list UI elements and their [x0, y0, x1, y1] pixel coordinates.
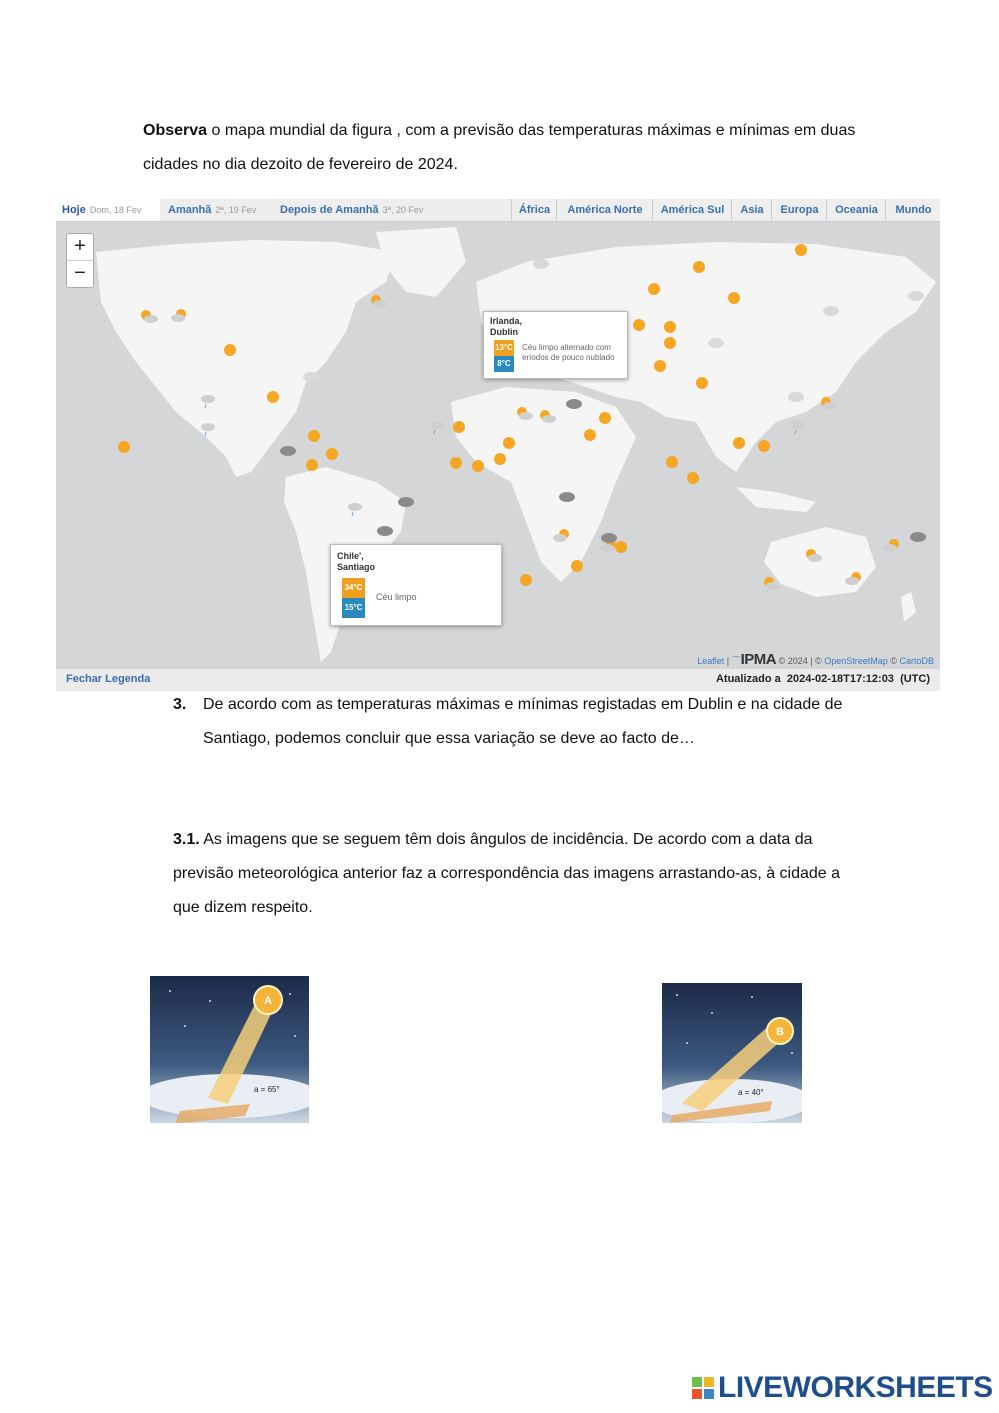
tab-today[interactable]	[56, 199, 160, 221]
tab-tomorrow-label: Amanhã	[168, 204, 212, 216]
draggable-image-a[interactable]	[150, 976, 309, 1123]
cloud-icon	[788, 392, 804, 402]
region-asia[interactable]: Asia	[731, 199, 772, 221]
partly-cloudy-cloud-icon	[823, 402, 837, 410]
sun-icon	[308, 430, 320, 442]
partly-cloudy-cloud-icon	[373, 300, 387, 308]
landmass-greenland	[376, 227, 466, 297]
sun-icon	[571, 560, 583, 572]
popup-dublin[interactable]	[483, 311, 628, 379]
liveworksheets-logo-icon	[692, 1377, 714, 1399]
zoom-control	[66, 233, 94, 288]
partly-cloudy-cloud-icon	[144, 315, 158, 323]
star	[294, 1035, 296, 1037]
storm-icon	[601, 533, 617, 543]
tab-today-label: Hoje	[62, 204, 86, 216]
incidence-diagram-b	[662, 983, 802, 1123]
sun-icon	[224, 344, 236, 356]
popup-santiago-city: Chile', Santiago	[337, 551, 376, 572]
question-3-number: 3.	[173, 696, 187, 713]
sun-icon	[520, 574, 532, 586]
partly-cloudy-cloud-icon	[553, 534, 567, 542]
incidence-diagram-a	[150, 976, 309, 1123]
popup-dublin-desc: Céu limpo alternado com eríodos de pouco nublado	[522, 343, 615, 362]
rain-cloud-icon	[430, 421, 444, 429]
intro-bold: Observa	[143, 122, 208, 139]
close-legend-button[interactable]: Fechar Legenda	[66, 673, 151, 685]
partly-cloudy-cloud-icon	[883, 544, 897, 552]
star	[711, 1012, 713, 1014]
sun-icon	[666, 456, 678, 468]
cloud-icon	[908, 291, 924, 301]
sun-icon	[733, 437, 745, 449]
logo-grid	[692, 1377, 714, 1399]
zoom-out-button[interactable]: −	[67, 260, 93, 287]
sun-icon	[494, 453, 506, 465]
region-europe[interactable]: Europa	[771, 199, 827, 221]
region-north-america[interactable]: América Norte	[556, 199, 653, 221]
sun-icon	[503, 437, 515, 449]
sun-icon	[633, 319, 645, 331]
partly-cloudy-cloud-icon	[766, 582, 780, 590]
partly-cloudy-cloud-icon	[519, 412, 533, 420]
attribution-copy: © 2024 | ©	[778, 656, 822, 666]
star	[791, 1052, 793, 1054]
logo-square	[692, 1377, 702, 1387]
sun-icon	[664, 321, 676, 333]
sun-icon	[728, 292, 740, 304]
partly-cloudy-cloud-icon	[808, 554, 822, 562]
question-3-1-number: 3.1.	[173, 831, 200, 848]
logo-square	[692, 1389, 702, 1399]
region-south-america[interactable]: América Sul	[652, 199, 732, 221]
rain-drop-icon	[434, 430, 435, 434]
sun-icon	[599, 412, 611, 424]
leaflet-link[interactable]: Leaflet	[697, 656, 725, 666]
sun-icon	[453, 421, 465, 433]
logo-square	[704, 1389, 714, 1399]
sun-icon	[795, 244, 807, 256]
rain-drop-icon	[795, 430, 796, 434]
cloud-icon	[823, 306, 839, 316]
sun-icon	[326, 448, 338, 460]
landmass-north-america	[96, 240, 396, 477]
zoom-in-button[interactable]: +	[74, 235, 86, 257]
tab-day-after[interactable]	[274, 199, 429, 221]
storm-icon	[910, 532, 926, 542]
question-3-1	[173, 823, 863, 925]
storm-icon	[398, 497, 414, 507]
popup-santiago-desc: Céu limpo	[376, 592, 417, 602]
intro-text: o mapa mundial da figura , com a previsão das temperaturas máximas e mínimas em duas cidades no dia dezoito de fevereiro de 2024.	[143, 122, 856, 173]
landmass-indonesia	[736, 487, 816, 512]
region-world[interactable]: Mundo	[885, 199, 940, 221]
storm-icon	[377, 526, 393, 536]
popup-santiago-max: 34°C	[342, 578, 365, 598]
sun-icon	[648, 283, 660, 295]
tab-day-after-label: Depois de Amanhã	[280, 204, 379, 216]
logo-square	[704, 1377, 714, 1387]
popup-santiago-min: 15°C	[342, 598, 365, 618]
region-africa[interactable]: África	[511, 199, 557, 221]
map-attribution	[697, 651, 934, 668]
map-canvas[interactable]	[56, 222, 940, 669]
image-b-letter: B	[776, 1026, 784, 1038]
sun-icon	[584, 429, 596, 441]
sun-icon	[654, 360, 666, 372]
star	[184, 1025, 186, 1027]
popup-santiago[interactable]	[330, 544, 502, 626]
star	[686, 1042, 688, 1044]
attribution-copy2: ©	[890, 656, 897, 666]
partly-cloudy-cloud-icon	[845, 577, 859, 585]
rain-cloud-icon	[201, 395, 215, 403]
star	[751, 996, 753, 998]
rain-cloud-icon	[201, 423, 215, 431]
image-a-letter: A	[264, 995, 272, 1007]
partly-cloudy-cloud-icon	[600, 544, 614, 552]
updated-tz: (UTC)	[900, 673, 930, 685]
osm-link[interactable]: OpenStreetMap	[824, 656, 888, 666]
cloud-icon	[708, 338, 724, 348]
updated-label: Atualizado a	[715, 673, 781, 685]
question-3-1-text: As imagens que se seguem têm dois ângulos de incidência. De acordo com a data da previsão meteorológica anterior faz a correspondência das imagens arrastando-as, à cidade a que dizem respeito.	[173, 831, 841, 916]
tab-day-after-date: 3ª, 20 Fev	[382, 205, 424, 215]
partly-cloudy-cloud-icon	[542, 415, 556, 423]
map-tab-bar	[56, 199, 940, 222]
storm-icon	[280, 446, 296, 456]
tab-today-date: Dom, 18 Fev	[89, 205, 142, 215]
sun-icon	[450, 457, 462, 469]
sun-icon	[118, 441, 130, 453]
updated-value: 2024-02-18T17:12:03	[786, 673, 894, 685]
intro-paragraph	[143, 114, 873, 182]
weather-map-widget	[56, 199, 940, 691]
popup-dublin-city: Irlanda, Dublin	[490, 316, 523, 337]
sun-icon	[687, 472, 699, 484]
image-b-angle: a = 40°	[738, 1088, 764, 1097]
star	[289, 993, 291, 995]
sun-icon	[693, 261, 705, 273]
partly-cloudy-cloud-icon	[171, 314, 185, 322]
question-3-text: De acordo com as temperaturas máximas e mínimas registadas em Dublin e na cidade de Santiago, podemos concluir que essa variação se deve ao facto de…	[203, 696, 843, 747]
updated-timestamp	[716, 673, 930, 685]
sun-icon	[472, 460, 484, 472]
cartodb-link[interactable]: CartoDB	[899, 656, 934, 666]
region-oceania[interactable]: Oceania	[826, 199, 886, 221]
rain-cloud-icon	[348, 503, 362, 511]
sun-icon	[696, 377, 708, 389]
rain-cloud-icon	[791, 421, 805, 429]
attribution-sep: |	[724, 656, 732, 666]
popup-dublin-max: 13°C	[494, 340, 514, 356]
draggable-image-b[interactable]	[662, 983, 802, 1123]
landmass-new-zealand	[901, 592, 916, 622]
popup-dublin-min: 8°C	[494, 356, 514, 372]
ipma-logo-icon: ⌒	[731, 656, 741, 666]
sun-icon	[758, 440, 770, 452]
storm-icon	[559, 492, 575, 502]
cloud-icon	[303, 372, 319, 382]
cloud-icon	[533, 259, 549, 269]
star	[676, 994, 678, 996]
star	[169, 990, 171, 992]
image-a-angle: a = 65°	[254, 1085, 280, 1094]
ipma-logo: IPMA	[740, 651, 777, 668]
liveworksheets-brand: LIVEWORKSHEETS	[718, 1371, 993, 1404]
sun-icon	[306, 459, 318, 471]
tab-tomorrow[interactable]	[162, 199, 262, 221]
sun-icon	[267, 391, 279, 403]
star	[209, 1000, 211, 1002]
sun-icon	[664, 337, 676, 349]
storm-icon	[566, 399, 582, 409]
sun-icon	[615, 541, 627, 553]
landmass-australia	[764, 527, 876, 597]
tab-tomorrow-date: 2ª, 19 Fev	[215, 205, 257, 215]
